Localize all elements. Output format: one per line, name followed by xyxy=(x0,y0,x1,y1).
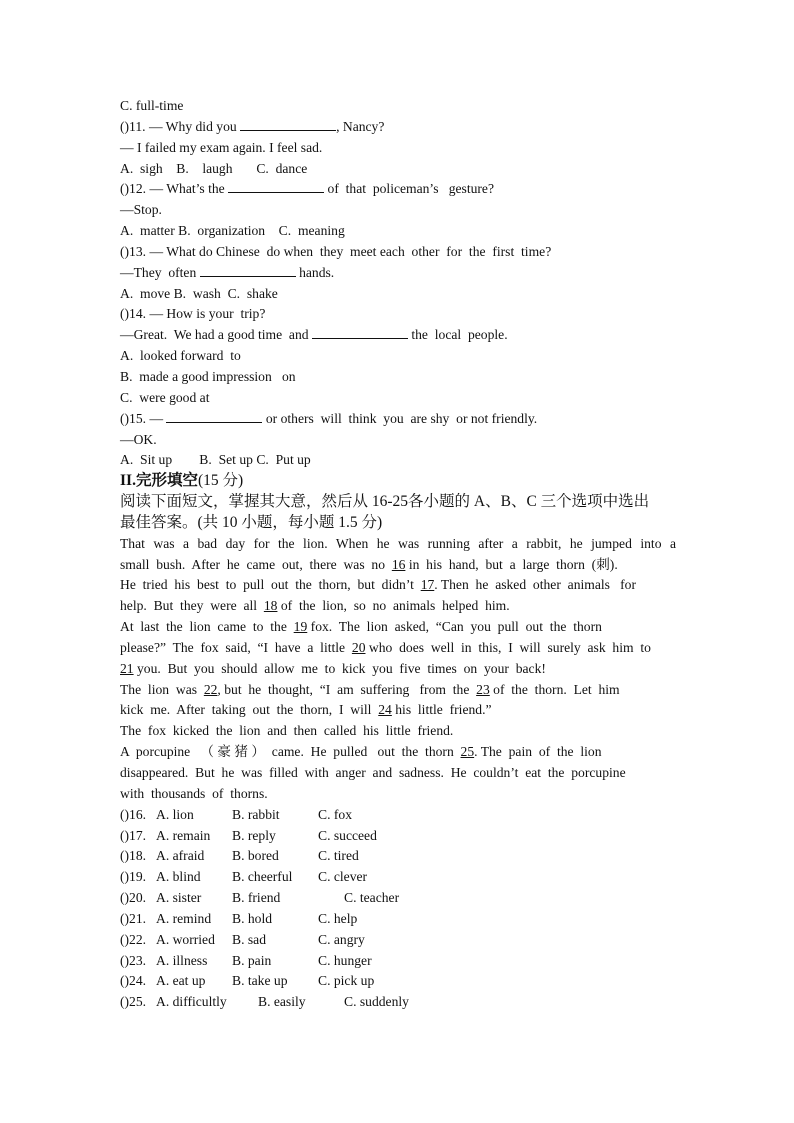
option-a: A. worried xyxy=(156,931,215,947)
option-c: C. tired xyxy=(318,848,359,864)
passage-text: in his hand, but a large thorn (刺). xyxy=(408,556,618,572)
blank-24: 24 xyxy=(378,702,392,718)
section2-heading xyxy=(120,471,676,492)
q12-blank xyxy=(228,179,324,193)
section2-instruction-line2: 最佳答案。(共 10 小题，每小题 1.5 分) xyxy=(120,513,383,531)
option-a: A. difficultly xyxy=(156,994,227,1010)
q15-question xyxy=(120,409,676,430)
q11-question xyxy=(120,117,676,138)
option-a: A. remain xyxy=(156,827,211,843)
option-c: C. help xyxy=(318,910,358,926)
cloze-option-row xyxy=(120,992,676,1013)
cloze-option-row xyxy=(120,805,676,826)
blank-16: 16 xyxy=(391,556,406,572)
cloze-number: ()25. xyxy=(120,994,147,1010)
passage-line xyxy=(120,617,676,638)
blank-18: 18 xyxy=(263,598,278,614)
option-b: B. pain xyxy=(232,952,272,968)
option-a: A. blind xyxy=(156,869,201,885)
q13-answer xyxy=(120,263,676,284)
q14-option-a: A. looked forward to xyxy=(120,348,241,364)
q14-question: ()14. — How is your trip? xyxy=(120,306,266,322)
q14-option-b: B. made a good impression on xyxy=(120,368,296,384)
option-b: B. rabbit xyxy=(232,806,280,822)
q15-question-post: or others will think you are shy or not friendly. xyxy=(265,410,538,426)
cloze-number: ()20. xyxy=(120,890,147,906)
q13-answer-pre: —They often xyxy=(120,264,197,280)
passage-text: who does well in this, I will surely ask him to xyxy=(368,639,651,655)
passage-text: small bush. After he came out, there was no xyxy=(120,556,386,572)
option-b: B. reply xyxy=(232,827,276,843)
passage-line xyxy=(120,700,676,721)
option-b: B. sad xyxy=(232,931,266,947)
passage-text: his little friend.” xyxy=(395,702,492,718)
passage-text: kick me. After taking out the thorn, I will xyxy=(120,702,372,718)
cloze-option-row xyxy=(120,826,676,847)
cloze-option-row xyxy=(120,930,676,951)
section2-heading-points: (15 分) xyxy=(197,472,244,490)
q12-question-pre: ()12. — What’s the xyxy=(120,181,225,197)
passage-line xyxy=(120,659,676,680)
cloze-number: ()19. xyxy=(120,869,147,885)
passage-line xyxy=(120,680,676,701)
passage-text: of the lion, so no animals helped him. xyxy=(280,598,510,614)
option-c: C. pick up xyxy=(318,973,375,989)
q12-answer: —Stop. xyxy=(120,202,162,218)
cloze-number: ()22. xyxy=(120,931,147,947)
cloze-number: ()23. xyxy=(120,952,147,968)
page-content xyxy=(120,96,676,1013)
q12-question-post: of that policeman’s gesture? xyxy=(327,181,494,197)
option-b: B. take up xyxy=(232,973,288,989)
cloze-number: ()21. xyxy=(120,910,147,926)
section2-instruction-line1: 阅读下面短文，掌握其大意，然后从 16-25各小题的 A、B、C 三个选项中选出 xyxy=(120,493,650,511)
q14-answer-post: the local people. xyxy=(411,327,508,343)
cloze-option-row xyxy=(120,951,676,972)
cloze-number: ()17. xyxy=(120,827,147,843)
blank-17: 17 xyxy=(420,577,435,593)
q11-blank xyxy=(240,117,336,131)
cloze-number: ()24. xyxy=(120,973,147,989)
option-b: B. friend xyxy=(232,890,281,906)
option-a: A. eat up xyxy=(156,973,206,989)
passage-text: At last the lion came to the xyxy=(120,619,287,635)
option-c: C. suddenly xyxy=(344,994,409,1010)
blank-20: 20 xyxy=(351,639,366,655)
passage-text: please?” The fox said, “I have a little xyxy=(120,639,346,655)
q10-option-c: C. full-time xyxy=(120,98,184,113)
q15-options: A. Sit up B. Set up C. Put up xyxy=(120,452,311,468)
option-b: B. bored xyxy=(232,848,279,864)
passage-line: disappeared. But he was filled with anger and sadness. He couldn’t eat the porcupine xyxy=(120,765,626,780)
q15-blank xyxy=(166,409,262,423)
option-a: A. illness xyxy=(156,952,208,968)
q14-option-c: C. were good at xyxy=(120,389,210,405)
option-a: A. lion xyxy=(156,806,194,822)
cloze-option-row xyxy=(120,867,676,888)
q14-blank xyxy=(312,325,408,339)
section2-heading-title: II.完形填空 xyxy=(120,472,198,490)
passage-text: fox. The lion asked, “Can you pull out the thorn xyxy=(310,619,602,635)
cloze-option-row xyxy=(120,846,676,867)
option-b: B. easily xyxy=(258,994,306,1010)
cloze-option-row xyxy=(120,971,676,992)
blank-21: 21 xyxy=(120,660,134,676)
passage-line xyxy=(120,638,676,659)
passage-line: The fox kicked the lion and then called his little friend. xyxy=(120,723,454,739)
option-c: C. fox xyxy=(318,806,352,822)
q12-question xyxy=(120,179,676,200)
passage-line: with thousands of thorns. xyxy=(120,785,268,801)
option-c: C. clever xyxy=(318,869,368,885)
q14-answer-pre: —Great. We had a good time and xyxy=(120,327,309,343)
q11-question-post: , Nancy? xyxy=(336,118,385,134)
option-a: A. afraid xyxy=(156,848,205,864)
q11-options: A. sigh B. laugh C. dance xyxy=(120,160,308,176)
option-b: B. cheerful xyxy=(232,869,293,885)
passage-text: He tried his best to pull out the thorn, but didn’t xyxy=(120,577,414,593)
passage-text: of the thorn. Let him xyxy=(493,681,620,697)
cloze-number: ()16. xyxy=(120,806,147,822)
option-c: C. angry xyxy=(318,931,365,947)
q15-answer: —OK. xyxy=(120,431,157,447)
blank-22: 22 xyxy=(203,681,218,697)
option-c: C. hunger xyxy=(318,952,372,968)
option-b: B. hold xyxy=(232,910,273,926)
passage-line xyxy=(120,555,676,576)
blank-25: 25 xyxy=(460,744,475,760)
q14-answer xyxy=(120,325,676,346)
option-a: A. sister xyxy=(156,890,202,906)
passage-text: . The pain of the lion xyxy=(474,744,602,760)
passage-line xyxy=(120,575,676,596)
passage-line xyxy=(120,742,676,763)
q13-blank xyxy=(200,263,296,277)
cloze-option-row xyxy=(120,909,676,930)
option-c: C. teacher xyxy=(344,890,400,906)
passage-text: , but he thought, “I am suffering from the xyxy=(217,681,470,697)
passage-line xyxy=(120,596,676,617)
q13-options: A. move B. wash C. shake xyxy=(120,285,278,301)
q13-answer-post: hands. xyxy=(299,264,335,280)
passage-text: help. But they were all xyxy=(120,598,258,614)
passage-text: . Then he asked other animals for xyxy=(434,577,636,593)
passage-text: you. But you should allow me to kick you five times on your back! xyxy=(137,660,546,676)
q11-answer: — I failed my exam again. I feel sad. xyxy=(120,139,323,155)
q12-options: A. matter B. organization C. meaning xyxy=(120,223,345,239)
blank-19: 19 xyxy=(293,619,308,635)
option-a: A. remind xyxy=(156,910,212,926)
q13-question: ()13. — What do Chinese do when they meet each other for the first time? xyxy=(120,243,552,259)
cloze-number: ()18. xyxy=(120,848,147,864)
q15-question-pre: ()15. — xyxy=(120,410,164,426)
passage-line: That was a bad day for the lion. When he was running after a rabbit, he jumped into a xyxy=(120,535,676,551)
q11-question-pre: ()11. — Why did you xyxy=(120,118,237,134)
option-c: C. succeed xyxy=(318,827,377,843)
cloze-option-row xyxy=(120,888,676,909)
passage-text: A porcupine （ 豪 猪 ） came. He pulled out the thorn xyxy=(120,744,454,760)
passage-text: The lion was xyxy=(120,681,198,697)
blank-23: 23 xyxy=(476,681,490,697)
